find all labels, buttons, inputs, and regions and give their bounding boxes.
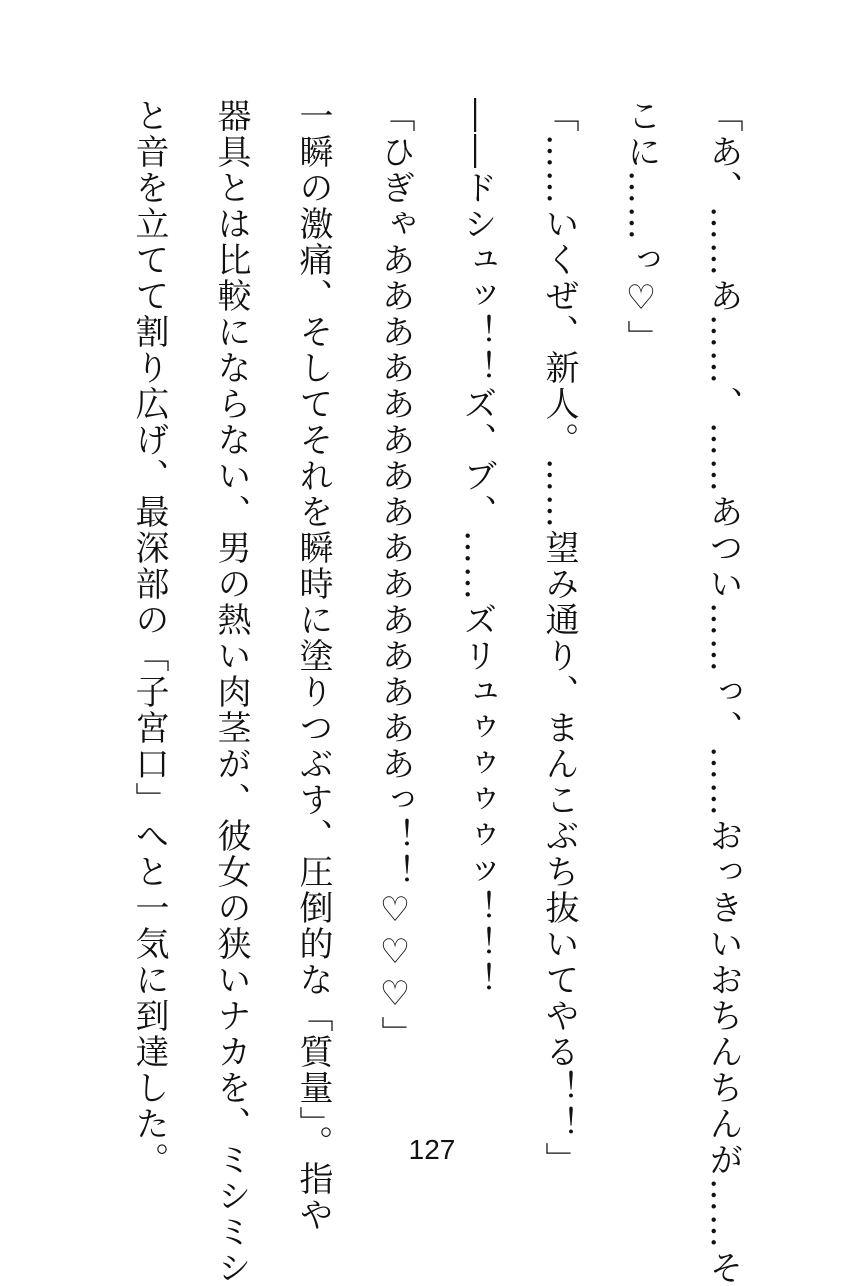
text-line: と音を立てて割り広げ、最深部の「子宮口」へと一気に到達した。	[129, 98, 169, 1178]
text-line: こに……っ♡」	[621, 98, 661, 356]
text-line: 一瞬の激痛、そしてそれを瞬時に塗りつぶす、圧倒的な「質量」。指や	[293, 98, 333, 1233]
text-line: 器具とは比較にならない、男の熱い肉茎が、彼女の狭いナカを、ミシミシ	[211, 98, 251, 1286]
text-line: 「……いくぜ、新人。……望み通り、まんこぶち抜いてやる！！」	[539, 98, 579, 1178]
text-line: 「ひぎゃあああああああああああああああっ！！♡♡♡」	[375, 98, 415, 1052]
text-line: ――ドシュッ！！ズ、ブ、……ズリュゥゥゥゥッ！！！	[457, 98, 497, 998]
page-number: 127	[408, 1134, 456, 1165]
text-line: 「あ、……あ……、……あつい……っ、……おっきいおちんちんが……そ	[703, 98, 743, 1286]
